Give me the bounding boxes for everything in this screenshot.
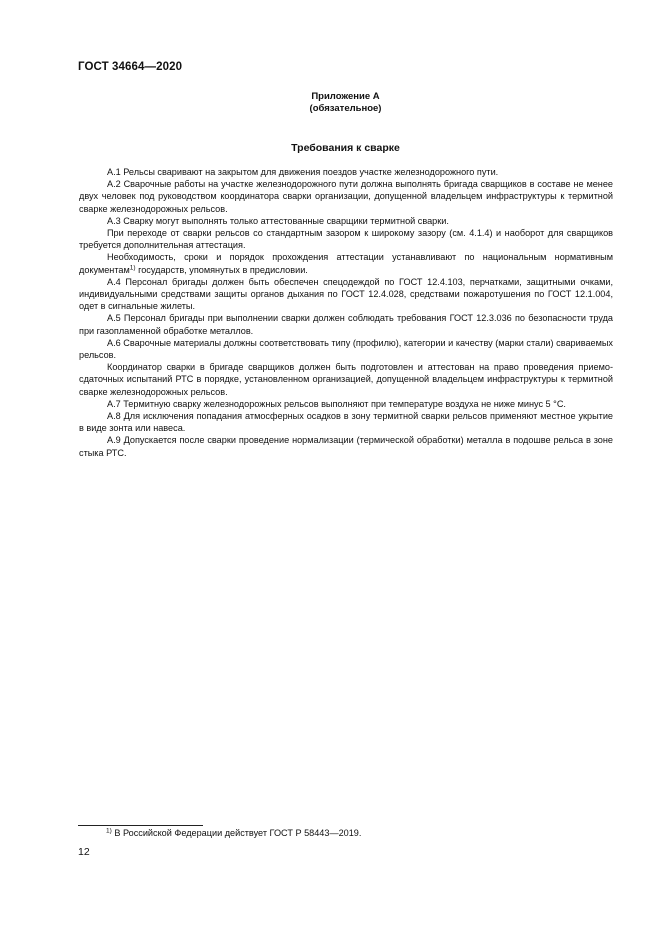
footnote-marker: 1) bbox=[106, 827, 112, 835]
paragraph-attestation-procedure bbox=[79, 251, 613, 275]
paragraph-attestation-procedure-text: Необходимость, сроки и порядок прохождения аттестации устанавливают по национальным нормативным документам bbox=[79, 252, 613, 275]
footnote-reference: 1) bbox=[129, 264, 136, 272]
paragraph-coordinator: Координатор сварки в бригаде сварщиков должен быть подготовлен и аттестован на право проведения приемо-сдаточных испытаний РТС в порядке, установленном организацией, допущенной владельцем инфраструктуры к термитной сварке железнодорожных рельсов. bbox=[79, 362, 613, 397]
paragraph-a3: А.3 Сварку могут выполнять только аттестованные сварщики термитной сварки. bbox=[107, 215, 449, 226]
section-title: Требования к сварке bbox=[291, 142, 400, 154]
paragraph-a2: А.2 Сварочные работы на участке железнодорожного пути должна выполнять бригада сварщиков в составе не менее двух человек под руководством координатора сварки организации, допущенной владельцем инфраструктуры к термитной сварке железнодорожных рельсов. bbox=[79, 179, 613, 214]
paragraph-a8: А.8 Для исключения попадания атмосферных осадков в зону термитной сварки рельсов применяют местное укрытие в виде зонта или навеса. bbox=[79, 411, 613, 434]
paragraph-a1: А.1 Рельсы сваривают на закрытом для движения поездов участке железнодорожного пути. bbox=[107, 167, 499, 177]
page-number: 12 bbox=[78, 846, 90, 858]
paragraph-a7: А.7 Термитную сварку железнодорожных рельсов выполняют при температуре воздуха не ниже минус 5 °С. bbox=[107, 398, 566, 409]
appendix-title: Приложение А bbox=[311, 91, 380, 102]
paragraph-a4: А.4 Персонал бригады должен быть обеспечен спецодеждой по ГОСТ 12.4.103, перчатками, защитными очками, индивидуальными средствами защиты органов дыхания по ГОСТ 12.4.028, средствами пожаротушения по ГОСТ 12.1.004, одет в сигнальные жилеты. bbox=[79, 276, 613, 312]
paragraph-attestation-transition: При переходе от сварки рельсов со стандартным зазором к широкому зазору (см. 4.1.4) и наоборот для сварщиков требуется дополнительная аттестация. bbox=[79, 228, 613, 251]
paragraph-a6: А.6 Сварочные материалы должны соответствовать типу (профилю), категории и качеству (марки стали) свариваемых рельсов. bbox=[79, 337, 613, 361]
paragraph-attestation-procedure-text-end: государств, упомянутых в предисловии. bbox=[135, 264, 308, 275]
appendix-status: (обязательное) bbox=[309, 103, 382, 114]
paragraph-a9: А.9 Допускается после сварки проведение нормализации (термической обработки) металла в подошве рельса в зоне стыка РТС. bbox=[79, 435, 613, 458]
footnote-text: В Российской Федерации действует ГОСТ Р 58443—2019. bbox=[111, 828, 362, 838]
document-code: ГОСТ 34664—2020 bbox=[78, 61, 183, 73]
footnote-divider bbox=[78, 825, 203, 826]
footnote bbox=[106, 828, 361, 838]
body-text bbox=[79, 166, 613, 459]
paragraph-a5: А.5 Персонал бригады при выполнении сварки должен соблюдать требования ГОСТ 12.3.036 по безопасности труда при газопламенной обработке металлов. bbox=[79, 313, 613, 336]
